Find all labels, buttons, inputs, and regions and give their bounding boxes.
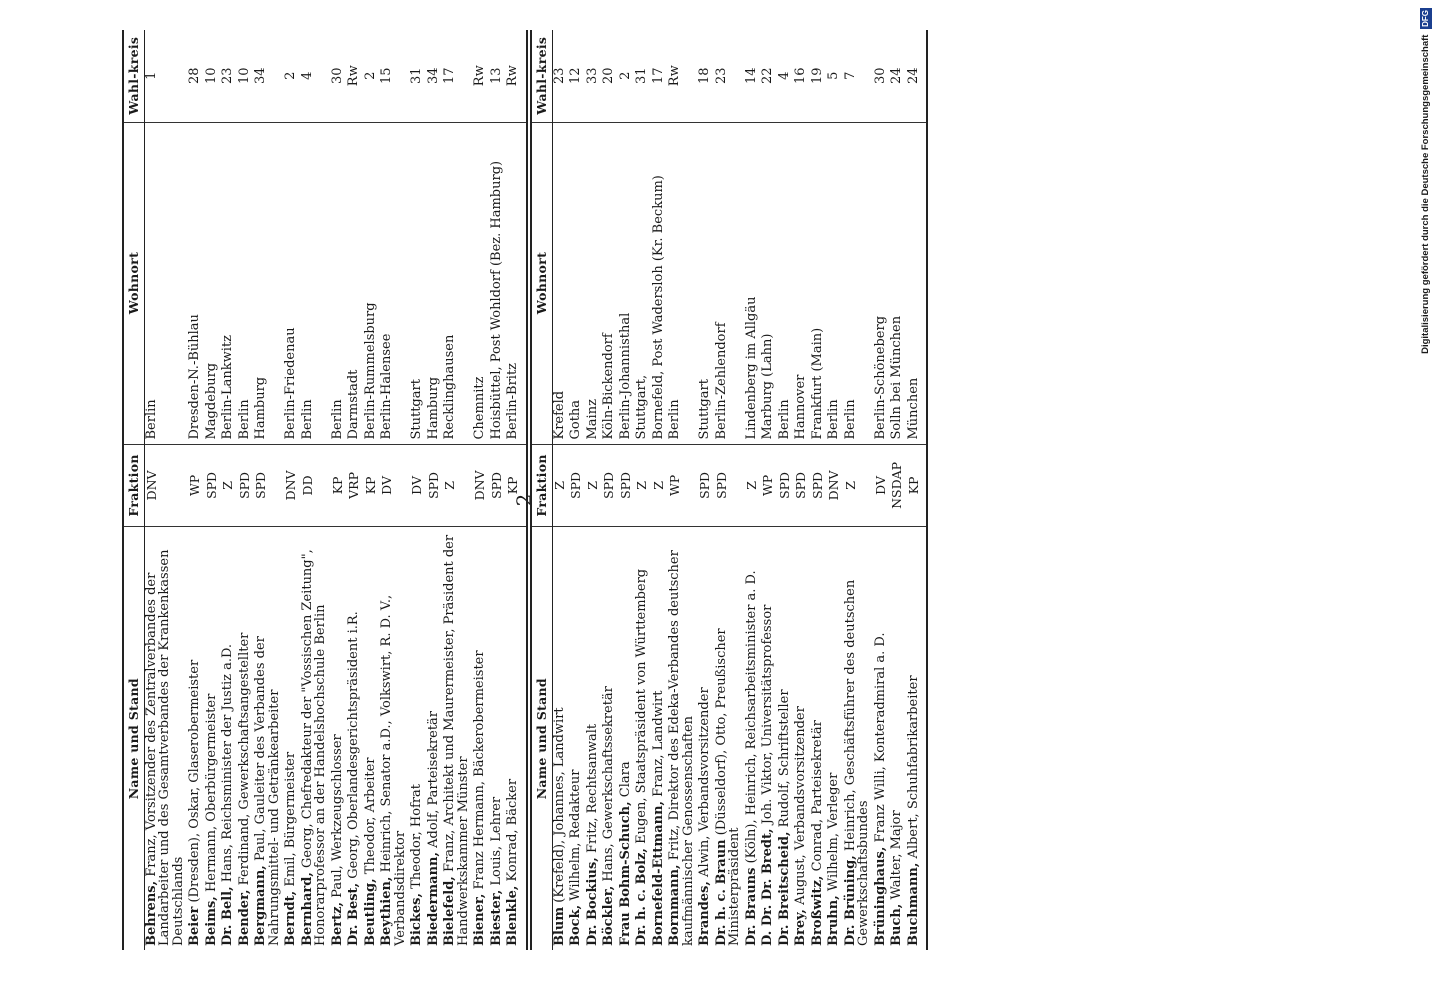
member-name: Bernhard,: [299, 872, 315, 946]
fraktion-cell: KP: [506, 444, 527, 527]
header-wohnort: Wohnort: [531, 122, 552, 444]
fraktion-cell: Z: [552, 444, 569, 527]
member-name: Biedermann,: [425, 851, 441, 946]
wahlkreis-cell: 24: [907, 30, 928, 122]
table-row: [410, 30, 427, 950]
wohnort-cell: Magdeburg: [205, 122, 222, 444]
fraktion-cell: SPD: [254, 444, 284, 527]
member-stand: Franz Hermann, Bäckerobermeister: [472, 650, 487, 890]
fraktion-cell: SPD: [619, 444, 636, 527]
fraktion-cell: SPD: [811, 444, 828, 527]
wohnort-cell: Berlin-Friedenau: [284, 122, 301, 444]
table-row: [827, 30, 844, 950]
wahlkreis-cell: 13: [490, 30, 507, 122]
wahlkreis-cell: 4: [778, 30, 795, 122]
table-row: [144, 30, 188, 950]
sidebar-credit: Digitalisierung gefördert durch die Deutsche Forschungsgemeinschaft: [1420, 34, 1431, 354]
member-stand: Joh. Viktor, Universitätsprofessor: [760, 604, 775, 825]
table-row: [874, 30, 891, 950]
fraktion-cell: Z: [745, 444, 762, 527]
member-name: Bock,: [568, 904, 583, 946]
member-name-cell: [602, 527, 619, 950]
member-name-cell: [188, 527, 205, 950]
wohnort-cell: Bornefeld, Post Wadersloh (Kr. Beckum): [652, 122, 669, 444]
table-row: [347, 30, 364, 950]
member-stand: Clara: [617, 761, 633, 798]
member-name: Frau Bohm-Schuch,: [617, 801, 633, 946]
member-name-cell: [811, 527, 828, 950]
table-row: [427, 30, 444, 950]
fraktion-cell: Z: [443, 444, 473, 527]
wahlkreis-cell: 17: [443, 30, 473, 122]
wahlkreis-cell: Rw: [506, 30, 527, 122]
fraktion-cell: VRP: [347, 444, 364, 527]
fraktion-cell: DNV: [144, 444, 188, 527]
fraktion-cell: DNV: [827, 444, 844, 527]
member-name-cell: [347, 527, 364, 950]
member-name-cell: [874, 527, 891, 950]
fraktion-cell: DV: [874, 444, 891, 527]
member-name: Beutling,: [362, 878, 378, 946]
wohnort-cell: Solln bei München: [890, 122, 907, 444]
member-stand: Hans, Gewerkschaftssekretär: [601, 686, 616, 882]
member-name-cell: [619, 527, 636, 950]
member-name-cell: [635, 527, 652, 950]
member-name-cell: [506, 527, 527, 950]
wahlkreis-cell: 5: [827, 30, 844, 122]
member-name: Bruhn,: [826, 895, 841, 946]
wahlkreis-cell: 24: [890, 30, 907, 122]
member-name-cell: [745, 527, 762, 950]
fraktion-cell: NSDAP: [890, 444, 907, 527]
table-row: [890, 30, 907, 950]
member-name: Bornefeld-Ettmann,: [650, 800, 666, 946]
wohnort-cell: Marburg (Lahn): [761, 122, 778, 444]
table-row: [619, 30, 636, 950]
member-name-cell: [284, 527, 301, 950]
member-name: Bickes,: [409, 893, 424, 946]
fraktion-cell: SPD: [238, 444, 255, 527]
wohnort-cell: Hannover: [794, 122, 811, 444]
member-name: Brey,: [793, 909, 808, 946]
member-name: Blenkle,: [505, 885, 520, 946]
fraktion-cell: DNV: [473, 444, 490, 527]
member-stand: Emil, Bürgermeister: [283, 751, 298, 887]
member-name: Brandes,: [697, 881, 712, 946]
wahlkreis-cell: 34: [254, 30, 284, 122]
wahlkreis-cell: 30: [874, 30, 891, 122]
member-stand: Hans, Reichsminister der Justiz a.D.: [220, 643, 235, 883]
member-name-cell: [144, 527, 188, 950]
wohnort-cell: Hamburg: [254, 122, 284, 444]
header-fraktion: Fraktion: [531, 444, 552, 527]
wohnort-cell: Stuttgart: [698, 122, 715, 444]
member-stand: Franz Willi, Konteradmiral a. D.: [872, 632, 888, 843]
wahlkreis-cell: 31: [410, 30, 427, 122]
table-row: [602, 30, 619, 950]
member-name: Bornmann,: [667, 864, 682, 946]
table-row: [668, 30, 698, 950]
table-row: [221, 30, 238, 950]
member-name: Dr. Best,: [346, 882, 361, 946]
member-name: Dr. Brauns: [743, 867, 759, 946]
wahlkreis-cell: 14: [745, 30, 762, 122]
member-stand: Alwin, Verbandsvorsitzender: [697, 687, 712, 877]
member-name-cell: [715, 527, 745, 950]
table-row: [254, 30, 284, 950]
member-name-cell: [652, 527, 669, 950]
wohnort-cell: Stuttgart: [410, 122, 427, 444]
wohnort-cell: Berlin: [301, 122, 331, 444]
table-row: [443, 30, 473, 950]
member-stand: Albert, Schuhfabrikarbeiter: [905, 675, 921, 859]
fraktion-cell: Z: [635, 444, 652, 527]
wahlkreis-cell: 28: [188, 30, 205, 122]
fraktion-cell: SPD: [205, 444, 222, 527]
fraktion-cell: SPD: [490, 444, 507, 527]
member-name-cell: [473, 527, 490, 950]
member-name-cell: [238, 527, 255, 950]
member-stand: Paul, Werkzeugschlosser: [329, 734, 345, 898]
member-stand: Georg, Oberlandesgerichtspräsident i.R.: [346, 611, 361, 879]
member-stand: August, Verbandsvorsitzender: [793, 706, 808, 905]
wahlkreis-cell: 7: [844, 30, 874, 122]
table-row: [205, 30, 222, 950]
member-stand: Theodor, Hofrat: [409, 783, 424, 889]
member-name: Dr. Brüning,: [842, 855, 858, 946]
fraktion-cell: WP: [668, 444, 698, 527]
fraktion-cell: Z: [221, 444, 238, 527]
member-stand: (Krefeld), Johannes, Landwirt: [551, 707, 567, 903]
table-row: [715, 30, 745, 950]
member-name: Biester,: [488, 889, 504, 946]
member-name: Beier: [187, 906, 202, 946]
wohnort-cell: Krefeld: [552, 122, 569, 444]
member-name: Bertz,: [329, 901, 345, 946]
member-name-cell: [698, 527, 715, 950]
member-stand: (Düsseldorf), Otto, Preußischer Ministerpräsident: [713, 628, 742, 946]
table-row: [778, 30, 795, 950]
wahlkreis-cell: 15: [380, 30, 410, 122]
member-name-cell: [221, 527, 238, 950]
member-name-cell: [890, 527, 907, 950]
member-name-cell: [380, 527, 410, 950]
member-stand: Franz, Architekt und Maurermeister, Präsident der Handwerkskammer Münster: [442, 534, 471, 946]
wohnort-cell: Darmstadt: [347, 122, 364, 444]
member-name: Dr. h. c. Bolz,: [634, 848, 649, 946]
wohnort-cell: Berlin: [778, 122, 795, 444]
fraktion-cell: SPD: [698, 444, 715, 527]
wohnort-cell: Dresden-N.-Bühlau: [188, 122, 205, 444]
member-stand: Georg, Chefredakteur der "Vossischen Zeitung", Honorarprofessor an der Handelshochschule Berlin: [299, 549, 328, 946]
wohnort-cell: Berlin-Britz: [506, 122, 527, 444]
wohnort-cell: Berlin: [238, 122, 255, 444]
wohnort-cell: Berlin: [331, 122, 348, 444]
member-stand: Fritz, Direktor des Edeka-Verbandes deutscher kaufmännischer Genossenschaften: [667, 550, 696, 946]
member-name: Blum: [551, 906, 567, 946]
header-wohnort: Wohnort: [123, 122, 144, 444]
wahlkreis-cell: 4: [301, 30, 331, 122]
wohnort-cell: Gotha: [569, 122, 586, 444]
wohnort-cell: Hamburg: [427, 122, 444, 444]
member-name-cell: [331, 527, 348, 950]
member-name-cell: [778, 527, 795, 950]
fraktion-cell: WP: [761, 444, 778, 527]
wohnort-cell: Stuttgart,: [635, 122, 652, 444]
wohnort-cell: Berlin-Rummelsburg: [364, 122, 381, 444]
fraktion-cell: DNV: [284, 444, 301, 527]
header-fraktion: Fraktion: [123, 444, 144, 527]
member-stand: Wilhelm, Verleger: [826, 772, 841, 892]
page-number: 2: [512, 493, 536, 507]
table-row: [490, 30, 507, 950]
member-stand: Hermann, Oberbürgermeister: [203, 693, 219, 893]
dfg-logo: DFG: [1421, 10, 1430, 27]
register-table-top: [122, 30, 528, 950]
member-stand: (Dresden), Oskar, Glaserobermeister: [187, 659, 202, 903]
member-name-cell: [443, 527, 473, 950]
member-stand: Konrad, Bäcker: [505, 778, 520, 882]
member-stand: Paul, Gauleiter des Verbandes der Nahrungsmittel- und Getränkearbeiter: [253, 636, 282, 946]
member-name: Beythien,: [379, 876, 394, 946]
member-stand: Louis, Lehrer: [488, 796, 504, 886]
member-name: Beims,: [203, 896, 219, 946]
member-name: Böckler,: [601, 885, 616, 946]
wahlkreis-cell: 2: [619, 30, 636, 122]
member-stand: Heinrich, Geschäftsführer des deutschen Gewerkschaftsbundes: [842, 579, 871, 946]
member-name: Brüninghaus,: [872, 846, 888, 946]
member-table: [530, 30, 928, 950]
table-row: [745, 30, 762, 950]
wahlkreis-cell: Rw: [473, 30, 490, 122]
wahlkreis-cell: 10: [238, 30, 255, 122]
member-stand: Eugen, Staatspräsident von Württemberg: [634, 568, 649, 844]
table-row: [331, 30, 348, 950]
wahlkreis-cell: 23: [715, 30, 745, 122]
table-row: [569, 30, 586, 950]
wahlkreis-cell: Rw: [668, 30, 698, 122]
fraktion-cell: KP: [364, 444, 381, 527]
wahlkreis-cell: Rw: [347, 30, 364, 122]
header-name: Name und Stand: [123, 527, 144, 950]
member-stand: Franz, Vorsitzender des Zentralverbandes der Landarbeiter und des Gesamtverbandes der Krankenkassen Deutschlands: [143, 549, 186, 946]
fraktion-cell: KP: [907, 444, 928, 527]
wohnort-cell: Berlin-Halensee: [380, 122, 410, 444]
fraktion-cell: SPD: [794, 444, 811, 527]
member-stand: Ferdinand, Gewerkschaftsangestellter: [236, 632, 252, 886]
wahlkreis-cell: 12: [569, 30, 586, 122]
member-name-cell: [254, 527, 284, 950]
wahlkreis-cell: 17: [652, 30, 669, 122]
table-row: [552, 30, 569, 950]
member-stand: Walter, Major: [889, 810, 904, 900]
wahlkreis-cell: 33: [586, 30, 603, 122]
wohnort-cell: Lindenberg im Allgäu: [745, 122, 762, 444]
table-row: [907, 30, 928, 950]
wahlkreis-cell: 19: [811, 30, 828, 122]
fraktion-cell: SPD: [778, 444, 795, 527]
wohnort-cell: Berlin-Schöneberg: [874, 122, 891, 444]
wohnort-cell: Köln-Bickendorf: [602, 122, 619, 444]
member-name: Dr. Breitscheid,: [776, 831, 792, 946]
fraktion-cell: DV: [410, 444, 427, 527]
wahlkreis-cell: 2: [364, 30, 381, 122]
member-name-cell: [410, 527, 427, 950]
wohnort-cell: Frankfurt (Main): [811, 122, 828, 444]
table-row: [811, 30, 828, 950]
table-row: [761, 30, 778, 950]
fraktion-cell: SPD: [602, 444, 619, 527]
member-name-cell: [586, 527, 603, 950]
wohnort-cell: Berlin-Lankwitz: [221, 122, 238, 444]
member-stand: Theodor, Arbeiter: [362, 757, 378, 875]
member-name: Behrens,: [143, 880, 159, 946]
table-row: [794, 30, 811, 950]
member-name-cell: [794, 527, 811, 950]
fraktion-cell: WP: [188, 444, 205, 527]
wahlkreis-cell: 23: [552, 30, 569, 122]
digitization-sidebar: [1418, 8, 1434, 392]
member-name-cell: [907, 527, 928, 950]
member-stand: Fritz, Rechtsanwalt: [584, 723, 600, 854]
fraktion-cell: SPD: [427, 444, 444, 527]
fraktion-cell: Z: [652, 444, 669, 527]
header-name: Name und Stand: [531, 527, 552, 950]
table-row: [284, 30, 301, 950]
member-name: Bender,: [236, 889, 252, 946]
member-name: D. Dr. Dr. Bredt,: [760, 828, 775, 946]
table-row: [238, 30, 255, 950]
member-name-cell: [552, 527, 569, 950]
member-name: Buch,: [889, 903, 904, 946]
wahlkreis-cell: 16: [794, 30, 811, 122]
wahlkreis-cell: 18: [698, 30, 715, 122]
table-row: [586, 30, 603, 950]
member-stand: Heinrich, Senator a.D., Volkswirt, R. D. V., Verbandsdirektor: [379, 594, 408, 946]
member-name: Bielefeld,: [442, 876, 457, 946]
wohnort-cell: Berlin: [668, 122, 698, 444]
member-name: Dr. Bell,: [220, 886, 235, 946]
fraktion-cell: DV: [380, 444, 410, 527]
table-row: [364, 30, 381, 950]
table-row: [301, 30, 331, 950]
wahlkreis-cell: 31: [635, 30, 652, 122]
wohnort-cell: Recklinghausen: [443, 122, 473, 444]
member-table: [122, 30, 528, 950]
fraktion-cell: Z: [586, 444, 603, 527]
member-name-cell: [827, 527, 844, 950]
wahlkreis-cell: 34: [427, 30, 444, 122]
member-stand: Wilhelm, Redakteur: [568, 769, 583, 901]
member-name-cell: [490, 527, 507, 950]
wohnort-cell: Berlin: [844, 122, 874, 444]
table-row: [844, 30, 874, 950]
wohnort-cell: Berlin: [144, 122, 188, 444]
wohnort-cell: Berlin-Johannisthal: [619, 122, 636, 444]
member-name: Broßwitz,: [809, 875, 825, 946]
member-name-cell: [569, 527, 586, 950]
member-name-cell: [364, 527, 381, 950]
table-row: [698, 30, 715, 950]
table-row: [188, 30, 205, 950]
member-name-cell: [668, 527, 698, 950]
fraktion-cell: DD: [301, 444, 331, 527]
wohnort-cell: Berlin: [827, 122, 844, 444]
wohnort-cell: Chemnitz: [473, 122, 490, 444]
wohnort-cell: Berlin-Zehlendorf: [715, 122, 745, 444]
table-row: [506, 30, 527, 950]
table-row: [652, 30, 669, 950]
member-stand: Adolf, Parteisekretär: [425, 710, 441, 848]
member-stand: Rudolf, Schriftsteller: [776, 689, 792, 828]
member-name: Biener,: [472, 893, 487, 946]
member-name: Dr. h. c. Braun: [713, 839, 729, 946]
register-table-bottom: [530, 30, 928, 950]
member-name-cell: [844, 527, 874, 950]
member-name: Bergmann,: [253, 865, 268, 946]
member-name: Berndt,: [283, 890, 298, 946]
member-name: Buchmann,: [905, 862, 921, 946]
member-stand: Franz, Landwirt: [650, 690, 666, 797]
wahlkreis-cell: 10: [205, 30, 222, 122]
member-stand: Conrad, Parteisekretär: [809, 720, 825, 872]
wohnort-cell: Mainz: [586, 122, 603, 444]
fraktion-cell: KP: [331, 444, 348, 527]
member-name-cell: [427, 527, 444, 950]
wahlkreis-cell: 2: [284, 30, 301, 122]
fraktion-cell: SPD: [569, 444, 586, 527]
member-name-cell: [301, 527, 331, 950]
wahlkreis-cell: 30: [331, 30, 348, 122]
table-row: [380, 30, 410, 950]
table-row: [473, 30, 490, 950]
member-name-cell: [205, 527, 222, 950]
member-stand: (Köln), Heinrich, Reichsarbeitsminister a. D.: [743, 570, 759, 864]
wohnort-cell: München: [907, 122, 928, 444]
header-wahlkreis: Wahl-kreis: [123, 30, 144, 122]
table-row: [635, 30, 652, 950]
fraktion-cell: SPD: [715, 444, 745, 527]
header-wahlkreis: Wahl-kreis: [531, 30, 552, 122]
wahlkreis-cell: 22: [761, 30, 778, 122]
member-name: Dr. Bockius,: [584, 857, 600, 946]
wohnort-cell: Hoisbüttel, Post Wohldorf (Bez. Hamburg): [490, 122, 507, 444]
member-name-cell: [761, 527, 778, 950]
wahlkreis-cell: 1: [144, 30, 188, 122]
wahlkreis-cell: 23: [221, 30, 238, 122]
wahlkreis-cell: 20: [602, 30, 619, 122]
fraktion-cell: Z: [844, 444, 874, 527]
